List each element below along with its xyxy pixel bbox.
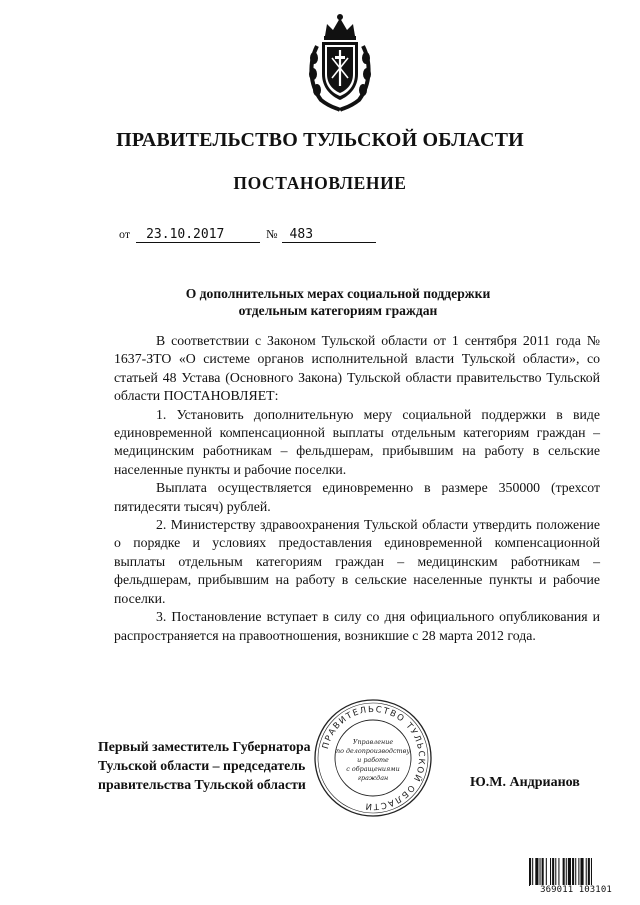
stamp-inner-line-2: по делопроизводству [335, 747, 411, 755]
stamp-inner-line-5: граждан [357, 774, 389, 782]
number-label: № [266, 227, 278, 241]
barcode-bar [563, 858, 565, 886]
document-subject [0, 285, 640, 319]
barcode-bar [532, 858, 533, 886]
barcode-bar [566, 858, 567, 886]
signer-name: Ю.М. Андрианов [470, 775, 580, 790]
paragraph-item-3: 3. Постановление вступает в силу со дня официального опубликования и распространяется на правоотношения, возникшие с 28 марта 2012 года. [114, 609, 600, 643]
official-stamp [312, 697, 434, 819]
barcode-number: 369011 103101 [530, 885, 622, 895]
barcode-bar [552, 858, 554, 886]
barcode-bar [575, 858, 576, 886]
stamp-inner-line-4: с обращениями [346, 765, 400, 773]
stamp-ring-text: ПРАВИТЕЛЬСТВО ТУЛЬСКОЙ ОБЛАСТИ [320, 704, 427, 812]
barcode-bar [588, 858, 590, 886]
barcode-bar [572, 858, 574, 886]
paragraph-item-2: 2. Министерству здравоохранения Тульской области утвердить положение о порядке и условиях предоставления единовременной компенсационной выплаты отдельным категориям граждан – медицинским работникам – фельдшерам, прибывшим на работу в сельские населенные пункты и рабочие поселки. [114, 517, 600, 606]
subject-line-1: О дополнительных мерах социальной поддержки [185, 286, 491, 301]
barcode-bar [555, 858, 556, 886]
organization-title: ПРАВИТЕЛЬСТВО ТУЛЬСКОЙ ОБЛАСТИ [116, 129, 524, 151]
document-meta [119, 227, 376, 243]
barcode-bar [578, 858, 579, 886]
barcode-bar [591, 858, 592, 886]
stamp-inner-line-1: Управление [352, 738, 394, 746]
stamp-inner-line-3: и работе [357, 756, 389, 764]
signer-title [98, 737, 311, 794]
barcode-bar [546, 858, 547, 886]
barcode-bar [558, 858, 559, 886]
barcode-bar [568, 858, 571, 886]
barcode-bar [580, 858, 583, 886]
signer-title-line-1: Первый заместитель Губернатора [98, 739, 311, 754]
barcode-bar [586, 858, 587, 886]
document-date: 23.10.2017 [136, 228, 260, 243]
document-number: 483 [282, 228, 376, 243]
barcode-bar [550, 858, 551, 886]
paragraph-item-1: 1. Установить дополнительную меру социальной поддержки в виде единовременной компенсационной выплаты отдельным категориям граждан – медицинским работникам – фельдшерам, прибывшим на работу в сельские населенные пункты и рабочие поселки. [114, 406, 600, 477]
signer-title-line-3: правительства Тульской области [98, 777, 306, 792]
barcode-bar [529, 858, 531, 886]
subject-line-2: отдельным категориям граждан [238, 303, 438, 318]
document-body [114, 332, 600, 645]
document-type: ПОСТАНОВЛЕНИЕ [233, 173, 407, 193]
barcode-bar [542, 858, 544, 886]
barcode-bar [540, 858, 541, 886]
paragraph-payment: Выплата осуществляется единовременно в размере 350000 (трехсот пятидесяти тысяч) рублей. [114, 480, 600, 514]
barcode-bar [535, 858, 538, 886]
paragraph-preamble: В соответствии с Законом Тульской области от 1 сентября 2011 года № 1637-ЗТО «О системе органов исполнительной власти Тульской области», со статьей 48 Устава (Основного Закона) Тульской области правительство Тульской области ПОСТАНОВЛЯЕТ: [114, 333, 600, 404]
coat-of-arms-icon [307, 12, 373, 112]
date-label: от [119, 227, 131, 241]
signer-title-line-2: Тульской области – председатель [98, 758, 306, 773]
